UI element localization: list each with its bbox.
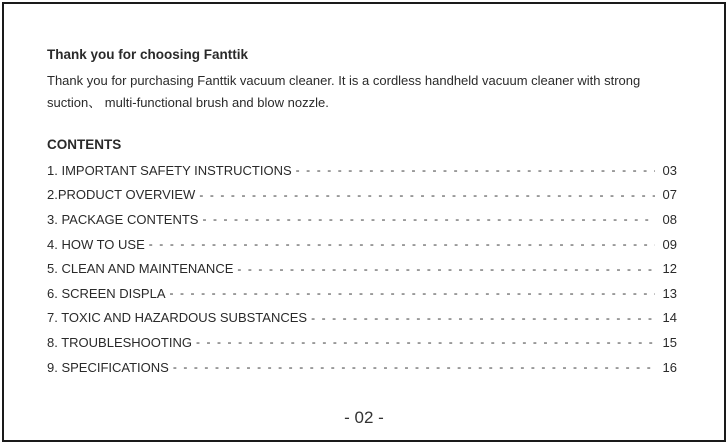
intro-heading: Thank you for choosing Fanttik: [47, 47, 249, 62]
toc-leader: [202, 212, 655, 226]
toc-leader: [199, 188, 655, 202]
toc-item-troubleshooting: [47, 330, 677, 355]
toc-item-safety-instructions: [47, 158, 677, 183]
toc-item-product-overview: [47, 183, 677, 208]
toc-item-page: 03: [662, 162, 677, 178]
toc-item-page: 12: [662, 261, 677, 277]
toc-item-title: 2.PRODUCT OVERVIEW: [47, 187, 196, 203]
toc-leader: [196, 335, 655, 349]
table-of-contents: [47, 158, 677, 379]
toc-item-title: 8. TROUBLESHOOTING: [47, 334, 192, 350]
toc-leader: [149, 237, 655, 251]
toc-item-how-to-use: [47, 232, 677, 257]
toc-leader: [311, 311, 655, 325]
toc-leader: [237, 262, 655, 276]
toc-leader: [170, 286, 656, 300]
toc-item-toxic-substances: [47, 306, 677, 331]
contents-heading: CONTENTS: [47, 137, 122, 152]
toc-item-title: 6. SCREEN DISPLA: [47, 285, 166, 301]
toc-item-title: 3. PACKAGE CONTENTS: [47, 211, 199, 227]
intro-body: Thank you for purchasing Fanttik vacuum cleaner. It is a cordless handheld vacuum cleaner with strong suction、 multi-functional brush and blow nozzle.: [47, 73, 641, 110]
toc-item-page: 08: [662, 211, 677, 227]
toc-item-page: 09: [662, 236, 677, 252]
toc-item-title: 7. TOXIC AND HAZARDOUS SUBSTANCES: [47, 310, 308, 326]
toc-item-screen-display: [47, 281, 677, 306]
toc-leader: [173, 360, 655, 374]
page-number: - 02 -: [344, 408, 384, 427]
toc-leader: [296, 163, 655, 177]
toc-item-package-contents: [47, 207, 677, 232]
toc-item-specifications: [47, 355, 677, 380]
toc-item-title: 1. IMPORTANT SAFETY INSTRUCTIONS: [47, 162, 292, 178]
toc-item-page: 14: [662, 310, 677, 326]
toc-item-title: 4. HOW TO USE: [47, 236, 145, 252]
toc-item-page: 07: [662, 187, 677, 203]
toc-item-title: 9. SPECIFICATIONS: [47, 359, 169, 375]
toc-item-page: 15: [662, 334, 677, 350]
toc-item-clean-and-maintenance: [47, 256, 677, 281]
manual-page: [2, 2, 726, 442]
toc-item-title: 5. CLEAN AND MAINTENANCE: [47, 261, 234, 277]
toc-item-page: 16: [662, 359, 677, 375]
toc-item-page: 13: [662, 285, 677, 301]
